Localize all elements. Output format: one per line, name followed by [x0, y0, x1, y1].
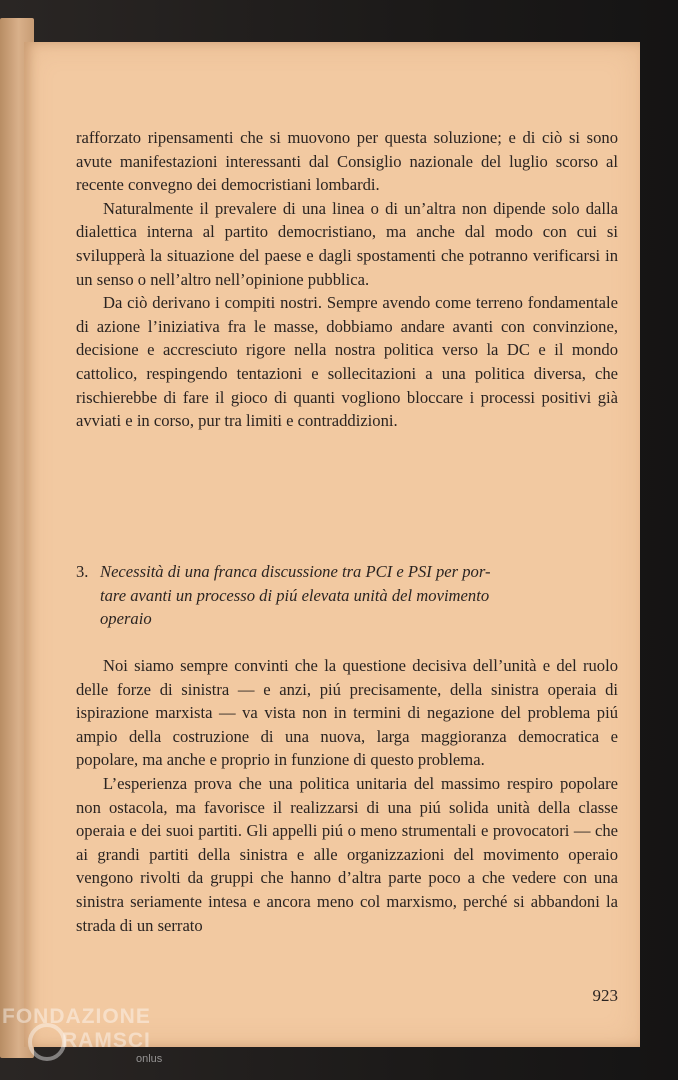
- paragraph-5: L’esperienza prova che una politica unitaria del massimo respiro popolare non ostacola, ma favorisce il realizzarsi di una piú solida unità della classe operaia e dei suoi partiti. Gli appelli piú o meno strumentali e provocatori — che ai grandi partiti della sinistra e alle organizzazioni del movimento operaio vengono rivolti da gruppi che hanno d’altra parte poco a che vedere con una sinistra seriamente intesa e ancora meno col marxismo, perché si abbandoni la strada di un serrato: [76, 773, 618, 935]
- body-text-bottom: [76, 654, 618, 937]
- watermark-line-2: RAMSCI: [62, 1029, 151, 1052]
- fondazione-gramsci-watermark: [2, 1005, 182, 1075]
- section-number: 3.: [76, 562, 89, 581]
- section-heading: [76, 560, 618, 631]
- paragraph-4: Noi siamo sempre convinti che la questione decisiva dell’unità e del ruolo delle forze di sinistra — e anzi, piú precisamente, della sinistra operaia di ispirazione marxista — va vista non in termini di negazione del problema piú ampio della costruzione di una nuova, larga maggioranza democratica e popolare, ma anche e proprio in funzione di questo problema.: [76, 656, 618, 770]
- paragraph-3: Da ciò derivano i compiti nostri. Sempre avendo come terreno fondamentale di azione l’iniziativa fra le masse, dobbiamo andare avanti con convinzione, decisione e accresciuto rigore nella nostra politica verso la DC e il mondo cattolico, respingendo tentazioni e sollecitazioni a una politica diversa, che rischierebbe di fare il gioco di quanti vogliono bloccare i processi positivi già avviati e in corso, pur tra limiti e contraddizioni.: [76, 293, 618, 431]
- watermark-sub: onlus: [136, 1053, 163, 1065]
- section-title-line-2: tare avanti un processo di piú elevata unità del movimento: [100, 585, 490, 605]
- book-page: [24, 42, 640, 1047]
- page-number: 923: [592, 986, 618, 1005]
- section-title-line-3: operaio: [100, 609, 152, 629]
- paragraph-1: rafforzato ripensamenti che si muovono per questa soluzione; e di ciò si sono avute manifestazioni interessanti dal Consiglio nazionale del luglio scorso al recente convegno dei democristiani lombardi.: [76, 128, 618, 195]
- watermark-line-1: FONDAZIONE: [2, 1005, 151, 1028]
- body-text-top: [76, 126, 618, 433]
- section-title-line-1: Necessità di una franca discussione tra PCI e PSI per por-: [100, 562, 491, 581]
- paragraph-2: Naturalmente il prevalere di una linea o di un’altra non dipende solo dalla dialettica interna al partito democristiano, ma anche dal modo con cui si svilupperà la situazione del paese e dagli spostamenti che potranno verificarsi in un senso o nell’altro nell’opinione pubblica.: [76, 198, 618, 289]
